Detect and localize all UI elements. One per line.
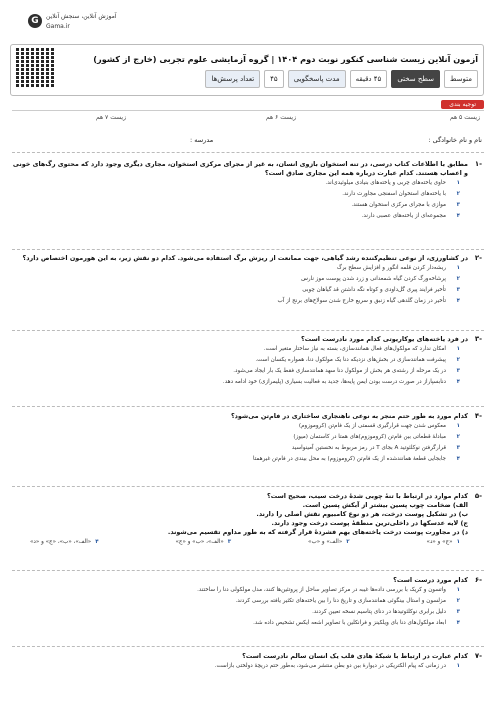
answer-option[interactable] bbox=[12, 377, 460, 388]
question-text: در فرد یاخته‌های یوکاریوتی کدام مورد نادرست است؟ bbox=[301, 335, 468, 343]
exam-stats bbox=[205, 70, 478, 88]
answer-option[interactable] bbox=[12, 432, 460, 443]
answer-option[interactable] bbox=[12, 178, 460, 189]
option-number: ۲ bbox=[456, 598, 460, 604]
answer-option[interactable] bbox=[12, 618, 460, 629]
option-text: مجموعه‌ای از یاخته‌های عصبی دارند. bbox=[361, 213, 446, 219]
option-number: ۱ bbox=[456, 423, 460, 429]
section-tag: توجیه ‌بندی bbox=[441, 100, 484, 109]
answer-option[interactable] bbox=[12, 454, 460, 465]
option-number: ۳ bbox=[456, 445, 460, 451]
option-number: ۳ bbox=[227, 539, 232, 545]
answer-option[interactable] bbox=[308, 537, 350, 548]
option-text: «ج» و «د» bbox=[426, 539, 453, 545]
brand-logo[interactable] bbox=[28, 10, 118, 40]
option-number: ۱ bbox=[456, 539, 460, 545]
option-text: موازی با مجرای مرکزی استخوان هستند. bbox=[351, 202, 446, 208]
divider bbox=[12, 570, 484, 571]
stat-difficulty-label: سطح سختی bbox=[391, 70, 440, 88]
student-name-label: نام و نام خانوادگی : bbox=[428, 136, 482, 144]
option-number: ۱ bbox=[456, 180, 460, 186]
option-number: ۴ bbox=[456, 379, 460, 385]
option-number: ۴ bbox=[456, 456, 460, 462]
question-number: -۵ bbox=[474, 492, 482, 500]
option-text: ریشه‌دار کردن قلمه انگور و افزایش سطح برگ bbox=[336, 265, 446, 271]
option-text: در زمانی که پیام الکتریکی در دیوارهٔ بین دو بطن منتشر می‌شود، به‌طور حتم دریچهٔ دولختی بازاست. bbox=[214, 663, 446, 669]
signature-field: زیست ۵ هم bbox=[449, 114, 480, 121]
option-number: ۴ bbox=[95, 539, 99, 545]
option-text: واتسون و کریک با بررسی داده‌ها غیبه در مرکز تصاویر ساحل از پروتئین‌ها کنند، مدل مولکولی دنا را ساختند. bbox=[197, 587, 446, 593]
question-text: کدام مورد درست است؟ bbox=[393, 576, 468, 584]
option-number: ۳ bbox=[456, 202, 460, 208]
statement: ب) در تشکیل پوست درخت، هر دو نوع کامبیوم نقش اصلی را دارند. bbox=[256, 510, 468, 518]
option-number: ۲ bbox=[456, 191, 460, 197]
option-number: ۴ bbox=[456, 620, 460, 626]
answer-option[interactable] bbox=[427, 537, 460, 548]
brand-domain: Gama.ir bbox=[46, 23, 70, 30]
option-text: معکوس شدن جهت قرارگیری قسمتی از یک فام‌تن (کروموزوم) bbox=[298, 423, 446, 429]
statement: د) در مجاورت پوست درخت یاخته‌های بهم فشردهٔ قرار گرفته که به طور مداوم تقسیم می‌شوند. bbox=[167, 528, 468, 536]
answer-option[interactable] bbox=[30, 537, 99, 548]
option-text: «الف»، «ب» و «ج» bbox=[175, 539, 224, 545]
signature-field: زیست ۷ هم bbox=[95, 114, 126, 121]
option-number: ۴ bbox=[456, 213, 460, 219]
option-number: ۲ bbox=[456, 434, 460, 440]
stat-question-count: ۴۵ bbox=[264, 70, 284, 88]
statement: الف) ضخامت چوب پسین بیشتر از آبکش پسین است. bbox=[302, 501, 468, 509]
answer-option[interactable] bbox=[12, 607, 460, 618]
question-text: کدام موارد در ارتباط با تنهٔ چوبی شدهٔ درخت سیب، صحیح است؟ bbox=[266, 492, 468, 500]
question-number: -۳ bbox=[474, 335, 482, 343]
question-text: مطابق با اطلاعات کتاب درسی، در تنه استخوان بازوی انسان، به غیر از مجرای مرکزی استخوان، مجاری دیگری وجود دارد که محتوی رگ‌های خونی و اعصاب هستند. کدام عبارت درباره همه این مجاری صادق است؟ bbox=[12, 160, 468, 177]
exam-title: آزمون آنلاین زیست شناسی کنکور نوبت دوم ۱۴۰۴ | گروه آزمایشی علوم تجربی (خارج از کشور) bbox=[93, 54, 478, 64]
answer-option[interactable] bbox=[12, 296, 460, 307]
stat-duration-label: مدت پاسخگویی bbox=[288, 70, 346, 88]
question-4 bbox=[12, 412, 482, 465]
signature-field: زیست ۶ هم bbox=[265, 114, 296, 121]
stat-difficulty: متوسط bbox=[444, 70, 478, 88]
question-number: -۱ bbox=[474, 160, 482, 168]
question-2 bbox=[12, 254, 482, 307]
divider bbox=[12, 110, 484, 111]
option-text: مزلسون و استال بینگوئی همانندسازی و تاریخ دنا را بین یاخته‌های تکثیر یافته بررسی کردند. bbox=[235, 598, 446, 604]
divider bbox=[12, 486, 484, 487]
option-number: ۱ bbox=[456, 587, 460, 593]
option-number: ۴ bbox=[456, 298, 460, 304]
question-text: در کشاورزی، از نوعی تنظیم‌کننده رشد گیاهی، جهت ممانعت از ریزش برگ استفاده می‌شود. کدام دو نقش زیر، به این هورمون اختصاص دارد؟ bbox=[22, 254, 468, 262]
brand-slogan: آموزش آنلاین، سنجش آنلاین bbox=[46, 13, 117, 20]
stat-question-count-label: تعداد پرسش‌ها bbox=[205, 70, 260, 88]
option-text: پیشرفت همانندسازی در بخش‌های نزدیکه دنا یک مولکول دنا، همواره یکسان است. bbox=[255, 357, 446, 363]
divider bbox=[12, 249, 484, 250]
question-number: -۴ bbox=[474, 412, 482, 420]
option-text: حاوی یاخته‌های چربی و یاخته‌های بنیادی میلوئیدی‌اند. bbox=[325, 180, 446, 186]
option-number: ۲ bbox=[456, 276, 460, 282]
question-number: -۲ bbox=[474, 254, 482, 262]
answer-option[interactable] bbox=[12, 585, 460, 596]
gama-logo-icon: G bbox=[28, 14, 42, 28]
qr-code-icon bbox=[16, 47, 56, 87]
option-text: امکان ندارد که مولکول‌های فعال همانندسازی، بسته به نیاز ساختار متغیر است. bbox=[263, 346, 446, 352]
question-number: -۶ bbox=[474, 576, 482, 584]
answer-option[interactable] bbox=[12, 344, 460, 355]
option-text: تأخیر در زمان گلدهی گیاه زنبق و سریع خارج شدن سولاخ‌های برنج از آب bbox=[277, 298, 446, 304]
option-number: ۳ bbox=[456, 609, 460, 615]
answer-option[interactable] bbox=[12, 355, 460, 366]
answer-option[interactable] bbox=[12, 211, 460, 222]
option-number: ۲ bbox=[456, 357, 460, 363]
answer-options-row bbox=[30, 537, 460, 548]
option-number: ۳ bbox=[456, 287, 460, 293]
answer-option[interactable] bbox=[12, 366, 460, 377]
option-text: با یاخته‌های استخوان اسفنجی مجاورت دارند. bbox=[342, 191, 446, 197]
stat-duration: ۴۵ دقیقه bbox=[350, 70, 388, 88]
option-text: در یک مرحله از رشته‌ی هر بخش از مولکول دنا سهد همانندسازی فقط یک بار ایجاد می‌شود. bbox=[233, 368, 446, 374]
school-label: مدرسه : bbox=[190, 136, 214, 144]
statement: ج) لایه عدسکها در داخلی‌ترین منطقهٔ پوست درخت وجود دارند. bbox=[271, 519, 468, 527]
answer-option[interactable] bbox=[12, 661, 460, 672]
option-number: ۱ bbox=[456, 265, 460, 271]
question-6 bbox=[12, 576, 482, 629]
answer-option[interactable] bbox=[12, 200, 460, 211]
option-text: دلیل برابری نوکلئوتیدها در دنای پتاسیم نسخه تعیین کردند. bbox=[312, 609, 446, 615]
question-5 bbox=[12, 492, 482, 548]
option-number: ۱ bbox=[456, 346, 460, 352]
answer-option[interactable] bbox=[175, 537, 231, 548]
question-text: کدام مورد به طور حتم منجر به نوعی ناهنجاری ساختاری در فام‌تن می‌شود؟ bbox=[230, 412, 468, 420]
question-7 bbox=[12, 652, 482, 672]
option-text: پرشاخه‌ورگ کردن گیاه شمعدانی و زرد شدن پوست موز نارس bbox=[301, 276, 446, 282]
option-number: ۳ bbox=[456, 368, 460, 374]
answer-option[interactable] bbox=[12, 421, 460, 432]
question-text: کدام عبارت در ارتباط با شبکهٔ هادی قلب یک انسان سالم نادرست است؟ bbox=[242, 652, 468, 660]
option-text: قرارگرفتن نوکلئوتید A بجای T در رمز مربوط به نخستین آمینواسید bbox=[291, 445, 446, 451]
question-3 bbox=[12, 335, 482, 388]
option-text: تأخیر فرایند پیری گل‌داودی و کوتاه نگه داشتن قد گیاهان چوبی bbox=[302, 287, 446, 293]
divider bbox=[12, 330, 484, 331]
option-text: دنابسپاراز در صورت درست بودن ایمن پایه‌ها، جدید به فعالیت بسیاری (پلیمرازی) خود ادامه دهد. bbox=[222, 379, 446, 385]
divider bbox=[12, 406, 484, 407]
answer-option[interactable] bbox=[12, 189, 460, 200]
answer-option[interactable] bbox=[12, 263, 460, 274]
option-text: جابجایی قطعهٔ همانندشده از یک فام‌تن (کروموزوم) به محل بیندی در فام‌تن غیرهمتا bbox=[253, 456, 446, 462]
divider bbox=[12, 646, 484, 647]
question-1 bbox=[12, 160, 482, 222]
option-text: «الف» و «ب» bbox=[308, 539, 343, 545]
option-text: ابعاد مولکول‌های دنا بای ویلکینز و فرانکلین با تصاویر اشعه ایکس تشخیص داده شد. bbox=[253, 620, 446, 626]
answer-option[interactable] bbox=[12, 596, 460, 607]
divider bbox=[12, 152, 484, 153]
option-number: ۱ bbox=[456, 663, 460, 669]
answer-option[interactable] bbox=[12, 443, 460, 454]
option-text: «الف»، «ب»، «ج» و «د» bbox=[30, 539, 92, 545]
option-text: مبادلهٔ قطعاتی بین فام‌تن (کروموزوم)های همتا در کاستمان (میوز) bbox=[293, 434, 446, 440]
answer-option[interactable] bbox=[12, 285, 460, 296]
question-number: -۷ bbox=[474, 652, 482, 660]
answer-option[interactable] bbox=[12, 274, 460, 285]
option-number: ۲ bbox=[346, 539, 350, 545]
